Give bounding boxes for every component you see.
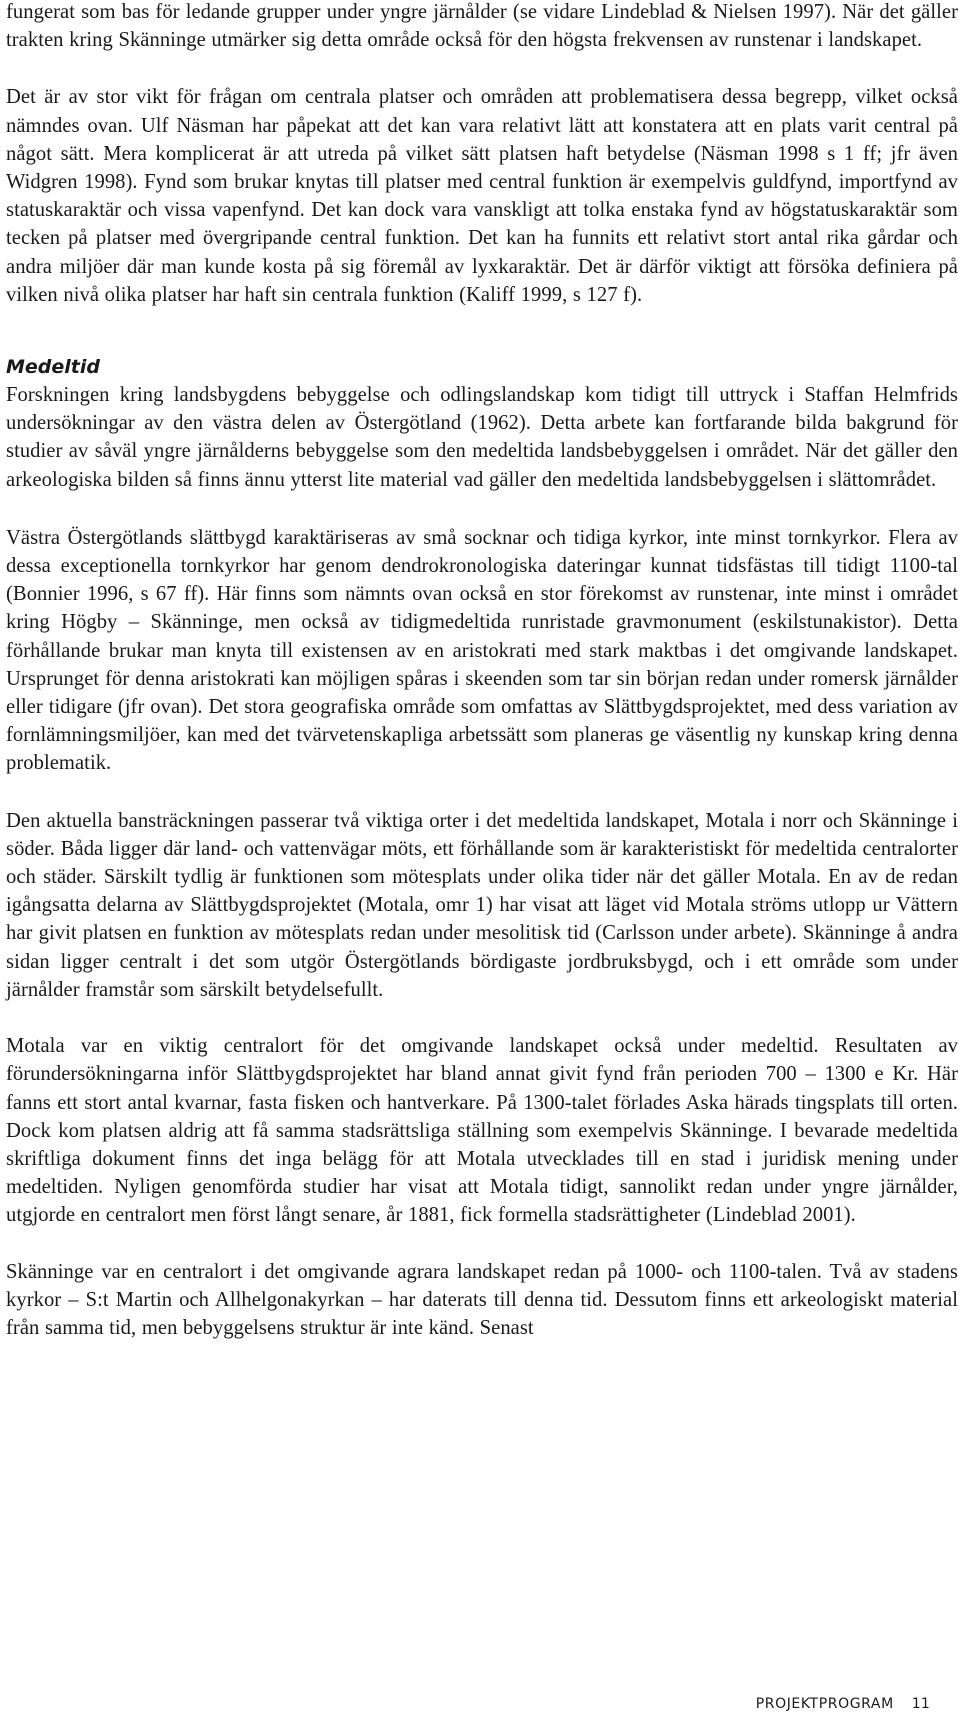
page-number: 11 [911,1696,930,1712]
paragraph-intro-continuation: fungerat som bas för ledande grupper under yngre järnålder (se vidare Lindeblad & Nielsen 1997). När det gäller trakten kring Skänninge utmärker sig detta område också för den högsta frekvensen av runstenar i landskapet. [6,1,958,52]
paragraph-banstrackning: Den aktuella bansträckningen passerar två viktiga orter i det medeltida landskapet, Motala i norr och Skänninge i söder. Båda ligger där land- och vattenvägar möts, ett förhållande som är karakteristiskt för medeltida centralorter och städer. Särskilt tydlig är funktionen som mötesplats under olika tider när det gäller Motala. En av de redan igångsatta delarna av Slättbygdsprojektet (Motala, omr 1) har visat att läget vid Motala ströms utlopp ur Vättern har givit platsen en funktion av mötesplats redan under mesolitisk tid (Carlsson under arbete). Skänninge å andra sidan ligger centralt i det som utgör Östergötlands bördigaste jordbruksbygd, och i ett område som under järnålder framstår som särskilt betydelsefullt. [6,809,958,1001]
footer-label: PROJEKTPROGRAM [755,1696,894,1712]
paragraph-slattbygd-churches: Västra Östergötlands slättbygd karaktäriseras av små socknar och tidiga kyrkor, inte minst tornkyrkor. Flera av dessa exceptionella tornkyrkor har genom dendrokronologiska dateringar kunnat tidsfästas till tidigt 1100-tal (Bonnier 1996, s 67 ff). Här finns som nämnts ovan också en stor förekomst av runstenar, inte minst i området kring Högby – Skänninge, men också av tidigmedeltida runristade gravmonument (eskilstunakistor). Detta förhållande brukar man knyta till existensen av en aristokrati med stark maktbas i det omgivande landskapet. Ursprunget för denna aristokrati kan möjligen spåras i skeenden som tar sin början redan under romersk järnålder eller tidigare (jfr ovan). Det stora geografiska område som omfattas av Slättbygdsprojektet, med dess variation av fornlämningsmiljöer, kan med det tvärvetenskapliga arbetssätt som planeras ge väsentlig ny kunskap kring denna problematik. [6,526,958,775]
document-page [6,0,958,1342]
paragraph-landsbygd-research: Forskningen kring landsbygdens bebyggelse och odlingslandskap kom tidigt till uttryck i Staffan Helmfrids undersökningar av den västra delen av Östergötland (1962). Detta arbete kan fortfarande bilda bakgrund för studier av såväl yngre järnålderns bebyggelse som den medeltida landsbebyggelsen i området. När det gäller den arkeologiska bilden så finns ännu ytterst lite material vad gäller den medeltida landsbebyggelsen i slättområdet. [6,384,958,491]
paragraph-skanninge: Skänninge var en centralort i det omgivande agrara landskapet redan på 1000- och 1100-talen. Två av stadens kyrkor – S:t Martin och Allhelgonakyrkan – har daterats till denna tid. Dessutom finns ett arkeologiskt material från samma tid, men bebyggelsens struktur är inte känd. Senast [6,1260,958,1339]
section-heading-medeltid: Medeltid [6,356,100,379]
paragraph-motala: Motala var en viktig centralort för det omgivande landskapet också under medeltid. Resultaten av förundersökningarna inför Slättbygdsprojektet har bland annat givit fynd från perioden 700 – 1300 e Kr. Här fanns ett stort antal kvarnar, fasta fisken och hantverkare. På 1300-talet förlades Aska härads tingsplats till orten. Dock kom platsen aldrig att få samma stadsrättsliga ställning som exempelvis Skänninge. I bevarade medeltida skriftliga dokument finns det inga belägg för att Motala utvecklades till en stad i juridisk mening under medeltiden. Nyligen genomförda studier har visat att Motala tidigt, sannolikt redan under yngre järnålder, utgjorde en centralort men först långt senare, år 1881, fick formella stadsrättigheter (Lindeblad 2001). [6,1035,958,1227]
page-footer [756,1696,930,1712]
paragraph-central-places: Det är av stor vikt för frågan om centrala platser och områden att problematisera dessa begrepp, vilket också nämndes ovan. Ulf Näsman har påpekat att det kan vara relativt lätt att konstatera att en plats varit central på något sätt. Mera komplicerat är att utreda på vilket sätt platsen haft betydelse (Näsman 1998 s 1 ff; jfr även Widgren 1998). Fynd som brukar knytas till platser med central funktion är exempelvis guldfynd, importfynd av statuskaraktär och vissa vapenfynd. Det kan dock vara vanskligt att tolka enstaka fynd av högstatuskaraktär som tecken på platser med övergripande central funktion. Det kan ha funnits ett relativt stort antal rika gårdar och andra miljöer där man kunde kosta på sig föremål av lyxkaraktär. Det är därför viktigt att försöka definiera på vilken nivå olika platser har haft sin centrala funktion (Kaliff 1999, s 127 f). [6,86,958,306]
